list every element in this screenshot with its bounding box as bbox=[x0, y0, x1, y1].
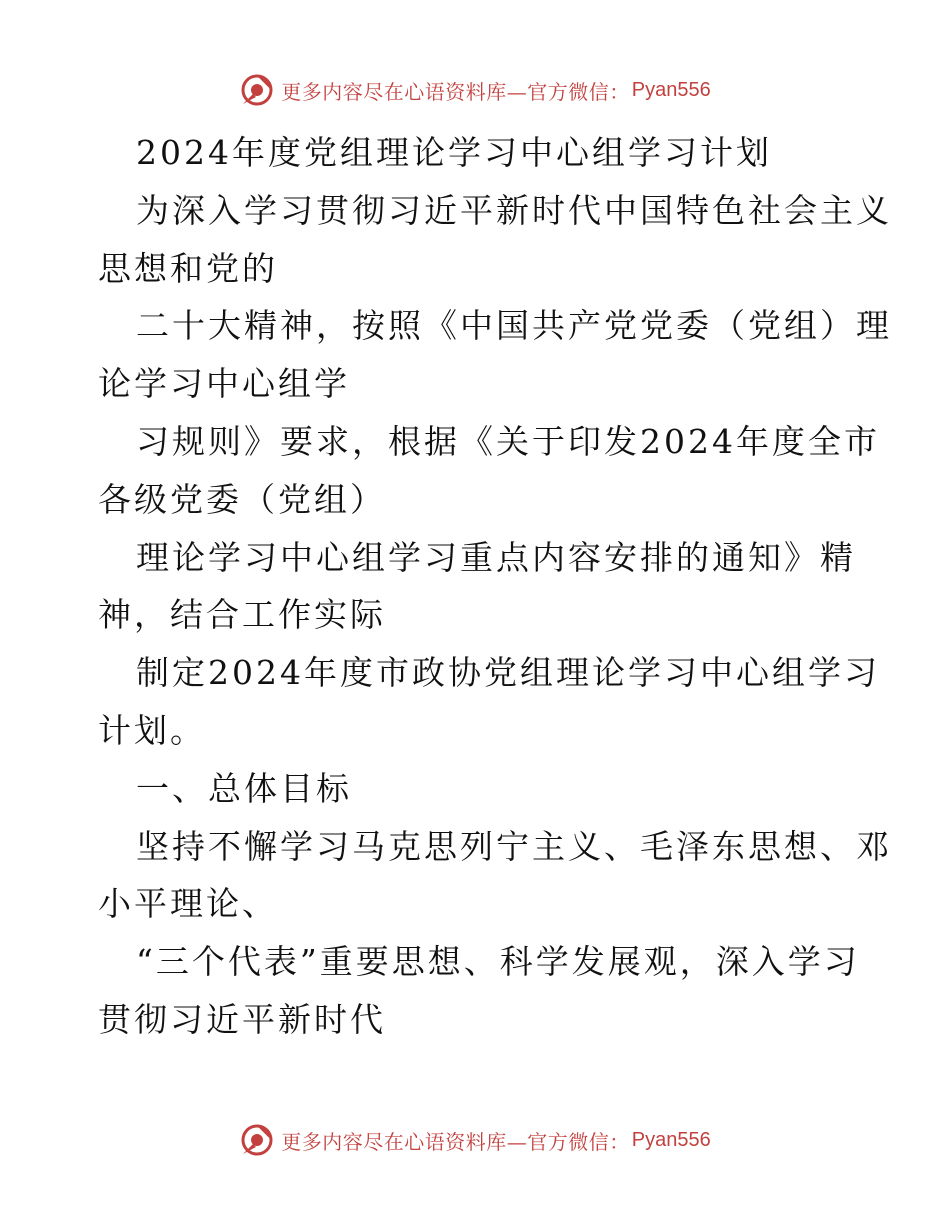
document-line: 2024年度党组理论学习中心组学习计划 bbox=[136, 133, 772, 172]
pen-logo-icon bbox=[239, 72, 275, 108]
document-line: 习规则》要求，根据《关于印发2024年度全市 bbox=[136, 421, 880, 461]
document-line: 各级党委（党组） bbox=[98, 479, 386, 519]
document-line: “三个代表”重要思想、科学发展观，深入学习 bbox=[136, 942, 860, 982]
document-line: 思想和党的 bbox=[98, 248, 278, 288]
pen-logo-icon bbox=[239, 1122, 275, 1158]
document-line: 小平理论、 bbox=[98, 884, 278, 924]
document-body bbox=[98, 124, 892, 1049]
footer-watermark bbox=[0, 1120, 950, 1160]
document-line: 二十大精神，按照《中国共产党党委（党组）理 bbox=[136, 306, 892, 346]
wechat-id: Pyan556 bbox=[631, 78, 711, 101]
document-line: 坚持不懈学习马克思列宁主义、毛泽东思想、邓 bbox=[136, 826, 892, 866]
watermark-text: 更多内容尽在心语资料库—官方微信： bbox=[281, 79, 630, 104]
document-line: 制定2024年度市政协党组理论学习中心组学习 bbox=[136, 653, 880, 693]
header-watermark bbox=[0, 70, 950, 110]
document-line: 为深入学习贯彻习近平新时代中国特色社会主义 bbox=[136, 190, 892, 230]
document-line: 论学习中心组学 bbox=[98, 364, 350, 404]
document-line: 贯彻习近平新时代 bbox=[98, 999, 386, 1039]
document-line: 一、总体目标 bbox=[136, 768, 352, 808]
watermark-text: 更多内容尽在心语资料库—官方微信： bbox=[281, 1129, 630, 1154]
document-line: 计划。 bbox=[98, 710, 206, 750]
document-line: 理论学习中心组学习重点内容安排的通知》精 bbox=[136, 537, 856, 577]
document-line: 神，结合工作实际 bbox=[98, 595, 386, 635]
wechat-id: Pyan556 bbox=[631, 1128, 711, 1151]
